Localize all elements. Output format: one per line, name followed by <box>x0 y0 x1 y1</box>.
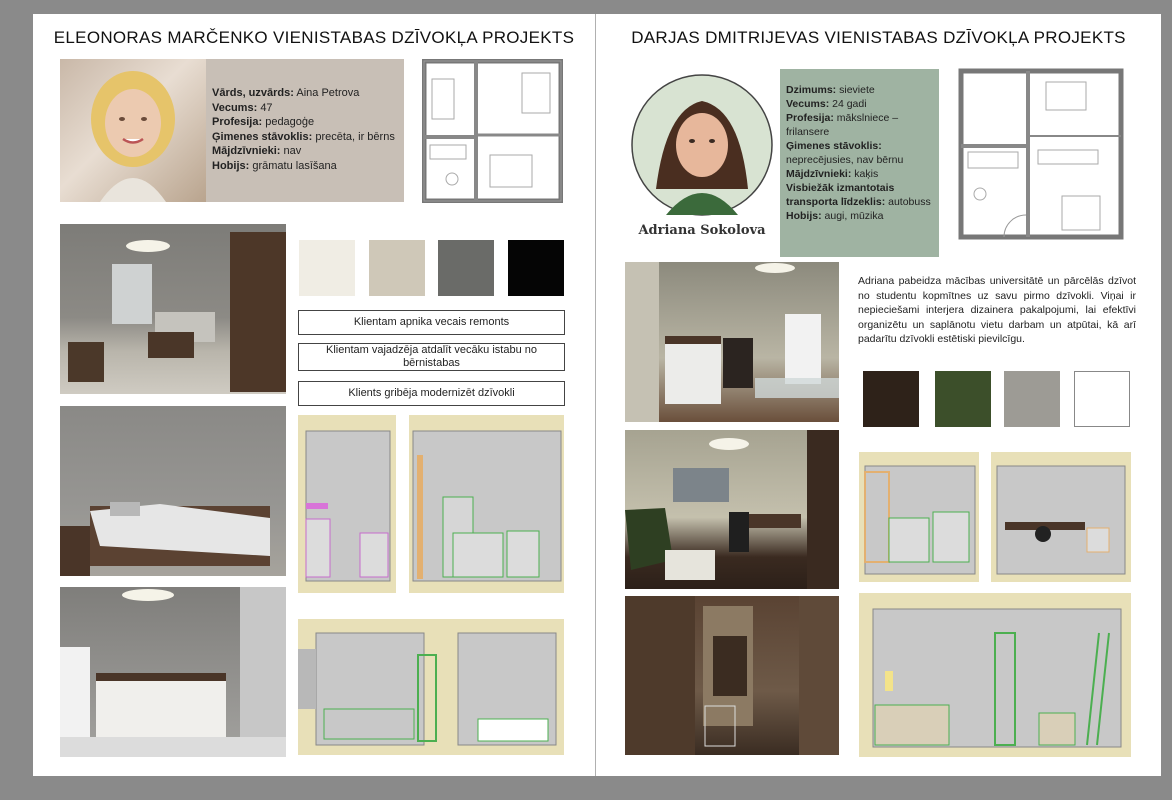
color-swatch <box>1004 371 1060 427</box>
info-row: Ģimenes stāvoklis: neprecējusies, nav bērnu <box>786 140 904 166</box>
floor-plan <box>958 68 1124 250</box>
color-swatch <box>935 371 991 427</box>
client-note: Klientam apnika vecais remonts <box>298 310 565 335</box>
elevation-drawing <box>298 415 396 593</box>
right-page <box>596 14 1161 776</box>
render-living-room <box>60 224 286 394</box>
info-row: Profesija: mākslniece – frilansere <box>786 112 899 138</box>
right-page-title: DARJAS DMITRIJEVAS VIENISTABAS DZĪVOKĻA PROJEKTS <box>631 28 1126 47</box>
client-description: Adriana pabeidza mācības universitātē un pārcēlās dzīvot no studentu kopmītnes uz savu pirmo dzīvokli. Viņai ir nepieciešami interjera dizainera pakalpojumi, lai efektīvi organizētu un saplānotu vietu darbam un atpūtai, kā arī padarītu dzīvokli estētiski pievilcīgu. <box>858 275 1136 345</box>
color-swatch <box>369 240 425 296</box>
color-swatch <box>438 240 494 296</box>
info-row: Ģimenes stāvoklis: precēta, ir bērns <box>212 130 395 143</box>
info-row: Vecums: 47 <box>212 101 273 114</box>
elevation-drawing <box>298 619 564 755</box>
elevation-drawing <box>409 415 564 593</box>
client-info-panel <box>206 59 404 202</box>
info-row: Dzimums: sieviete <box>786 84 875 96</box>
color-swatch <box>299 240 355 296</box>
info-row: Visbiežāk izmantotais transporta līdzeklis: autobuss <box>786 182 931 208</box>
portrait-caption: Adriana Sokolova <box>638 223 766 238</box>
client-info-panel <box>780 69 939 257</box>
info-row: Mājdzīvnieki: nav <box>212 145 302 157</box>
elevation-drawing <box>991 452 1131 582</box>
client-note: Klientam vajadzēja atdalīt vecāku istabu no bērnistabas <box>298 343 565 371</box>
client-note: Klients gribēja modernizēt dzīvokli <box>298 381 565 406</box>
render-kitchen <box>60 587 286 757</box>
info-row: Profesija: pedagoģe <box>212 116 315 128</box>
client-photo <box>60 59 206 202</box>
floor-plan <box>422 59 563 203</box>
info-row: Mājdzīvnieki: kaķis <box>786 168 879 180</box>
info-row: Vecums: 24 gadi <box>786 98 867 110</box>
color-swatch <box>508 240 564 296</box>
render-hallway <box>625 596 839 755</box>
left-page <box>33 14 595 776</box>
left-page-title: ELEONORAS MARČENKO VIENISTABAS DZĪVOKĻA PROJEKTS <box>53 28 575 47</box>
elevation-drawing <box>859 593 1131 757</box>
info-row: Hobijs: grāmatu lasīšana <box>212 159 337 172</box>
client-portrait <box>626 69 778 247</box>
render-kitchen <box>625 262 839 422</box>
color-swatch <box>863 371 919 427</box>
render-workspace <box>625 430 839 589</box>
info-row: Hobijs: augi, mūzika <box>786 210 884 222</box>
info-row: Vārds, uzvārds: Aina Petrova <box>212 87 360 99</box>
color-swatch <box>1074 371 1130 427</box>
elevation-drawing <box>859 452 979 582</box>
render-bedroom <box>60 406 286 576</box>
